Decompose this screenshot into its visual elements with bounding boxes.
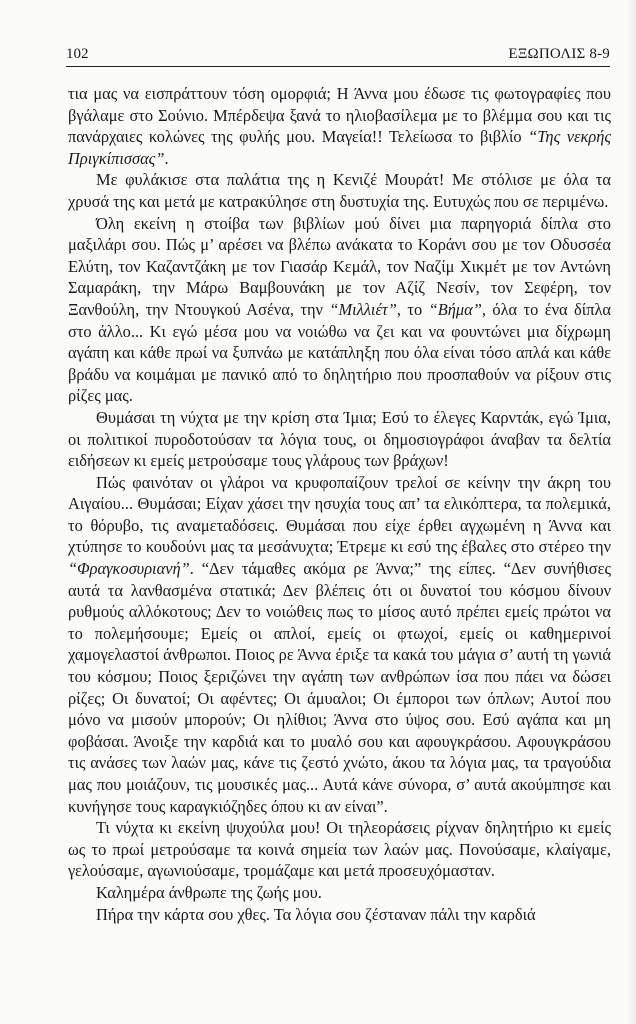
paragraph-6: [68, 817, 611, 882]
body-text: [68, 83, 611, 925]
text-run: , το: [396, 299, 429, 319]
italic-title: “Φραγκοσυριανή”: [68, 559, 190, 579]
italic-title: “Μιλλιέτ”: [329, 299, 397, 319]
text-run: . “Δεν τάμαθες ακόμα ρε Άννα;” της είπες. “Δεν συνήθισες αυτά τα λανθασμένα στατικά; Δεν βλέπεις ότι οι δυνατοί του κόσμου δίνουν ρυθμούς αλλόκοτους; Δεν το νοιώθεις πως το μίσος αυτό πρέπει εμείς πρώτοι να το πολεμήσουμε; Εμείς οι απλοί, εμείς οι φτωχοί, εμείς οι καθημερινοί χαμογελαστοί άνθρωποι. Ποιος ρε Άννα έριξε τα κακά του μάγια σ’ αυτή τη γωνιά του κόσμου; Ποιος ξεριζώνει την αγάπη των ανθρώπων ίσα που πάει να δώσει ρίζες; Οι δυνατοί; Οι αφέντες; Οι άμυαλοι; Οι έμποροι των όπλων; Αυτοί που μόνο να μισούν μπορούν; Οι ηλίθιοι; Άννα στο ύψος σου. Εσύ αγάπα και μη φοβάσαι. Άνοιξε την καρδιά και το μυαλό σου και αφουγκράσου. Αφουγκράσου τις ανάσες των λαών μας, κάνε τις ζεστό χνώτο, άκου τα λόγια μας, τα τραγούδια μας που μοιάζουν, τις μουσικές μας... Αυτά κάνε σύνορα, σ’ αυτά ακούμπησε και κυνήγησε τους καραγκιόζηδες όπου κι αν είναι”.: [68, 559, 611, 816]
paragraph-4: [68, 407, 611, 472]
text-run: Τι νύχτα κι εκείνη ψυχούλα μου! Οι τηλεοράσεις ρίχναν δηλητήριο κι εμείς ως το πρωί μετρούσαμε τα κοινά σημεία των λαών μας. Πονούσαμε, κλαίγαμε, γελούσαμε, αγωνιούσαμε, τρομάζαμε και μετά προσευχόμασταν.: [68, 818, 611, 881]
text-run: , όλα το ένα δίπλα στο άλλο... Κι εγώ μέσα μου να νοιώθω να ζει και να φουντώνει μια δίχρωμη αγάπη και κάθε πρωί να ξυπνάω με κατάπληξη που όλα είναι τόσο απλά και κάθε βράδυ να κοιμάμαι με πανικό από το δηλητήριο που προσπαθούν να ρίξουν στις ρίζες μας.: [68, 299, 612, 406]
page-edge-shadow: [626, 0, 636, 1024]
text-run: Πήρα την κάρτα σου χθες. Τα λόγια σου ζέσταναν πάλι την καρδιά: [96, 904, 536, 924]
text-run: Όλη εκείνη η στοίβα των βιβλίων μού δίνει μια παρηγοριά δίπλα στο μαξιλάρι σου. Πώς μ’ αρέσει να βλέπω ανάκατα το Κοράνι σου με τον Οδυσσέα Ελύτη, τον Καζαντζάκη με τον Γιασάρ Κεμάλ, τον Ναζίμ Χικμέτ με τον Αντώνη Σαμαράκη, την Μάρω Βαμβουνάκη με τον Αζίζ Νεσίν, τον Σεφέρη, τον Ξανθούλη, την Ντουγκού Ασένα, την: [68, 213, 611, 319]
text-run: τια μας να εισπράττουν τόση ομορφιά; Η Άννα μου έδωσε τις φωτογραφίες που βγάλαμε στο Σούνιο. Μπέρδεψα ξανά το ηλιοβασίλεμα με το βλέμμα σου και τις πανάρχαιες κολώνες της φυλής μου. Μαγεία!! Τελείωσα το βιβλίο: [68, 84, 611, 147]
paragraph-8: [68, 904, 611, 926]
text-run: Πώς φαινόταν οι γλάροι να κρυφοπαίζουν τρελοί σε κείνην την άκρη του Αιγαίου... Θυμάσαι; Είχαν χάσει την ησυχία τους απ’ τα ελικόπτερα, τα πολεμικά, το θόρυβο, τις αναμεταδόσεις. Θυμάσαι που είχε έρθει αγχωμένη η Άννα και χτύπησε το κουδούνι μας τα μεσάνυχτα; Έτρεμε κι εσύ της έβαλες στο στέρεο την: [68, 472, 611, 557]
text-run: Θυμάσαι τη νύχτα με την κρίση στα Ίμια; Εσύ το έλεγες Καρντάκ, εγώ Ίμια, οι πολιτικοί πυροδοτούσαν τα λόγια τους, οι δημοσιογράφοι άναβαν τα δελτία ειδήσεων κι εμείς μετρούσαμε τους γλάρους των βράχων!: [68, 407, 611, 471]
paragraph-3: [68, 213, 611, 407]
italic-title: “Της νεκρής Πριγκίπισσας”: [68, 127, 611, 168]
running-head: ΕΞΩΠΟΛΙΣ 8-9: [508, 46, 610, 62]
paragraph-7: [68, 882, 611, 904]
paragraph-5: [68, 472, 611, 818]
italic-title: “Βήμα”: [428, 299, 482, 319]
text-run: .: [164, 148, 169, 168]
page-number: 102: [66, 46, 89, 62]
paragraph-2: [68, 169, 611, 212]
text-run: Καλημέρα άνθρωπε της ζωής μου.: [96, 882, 322, 902]
paragraph-1: [68, 83, 611, 169]
text-run: Με φυλάκισε στα παλάτια της η Κενιζέ Μουράτ! Με στόλισε με όλα τα χρυσά της και μετά με κατρακύλησε στη δυστυχία της. Ευτυχώς που σε περιμένω.: [68, 170, 611, 211]
header-rule: [66, 66, 610, 67]
